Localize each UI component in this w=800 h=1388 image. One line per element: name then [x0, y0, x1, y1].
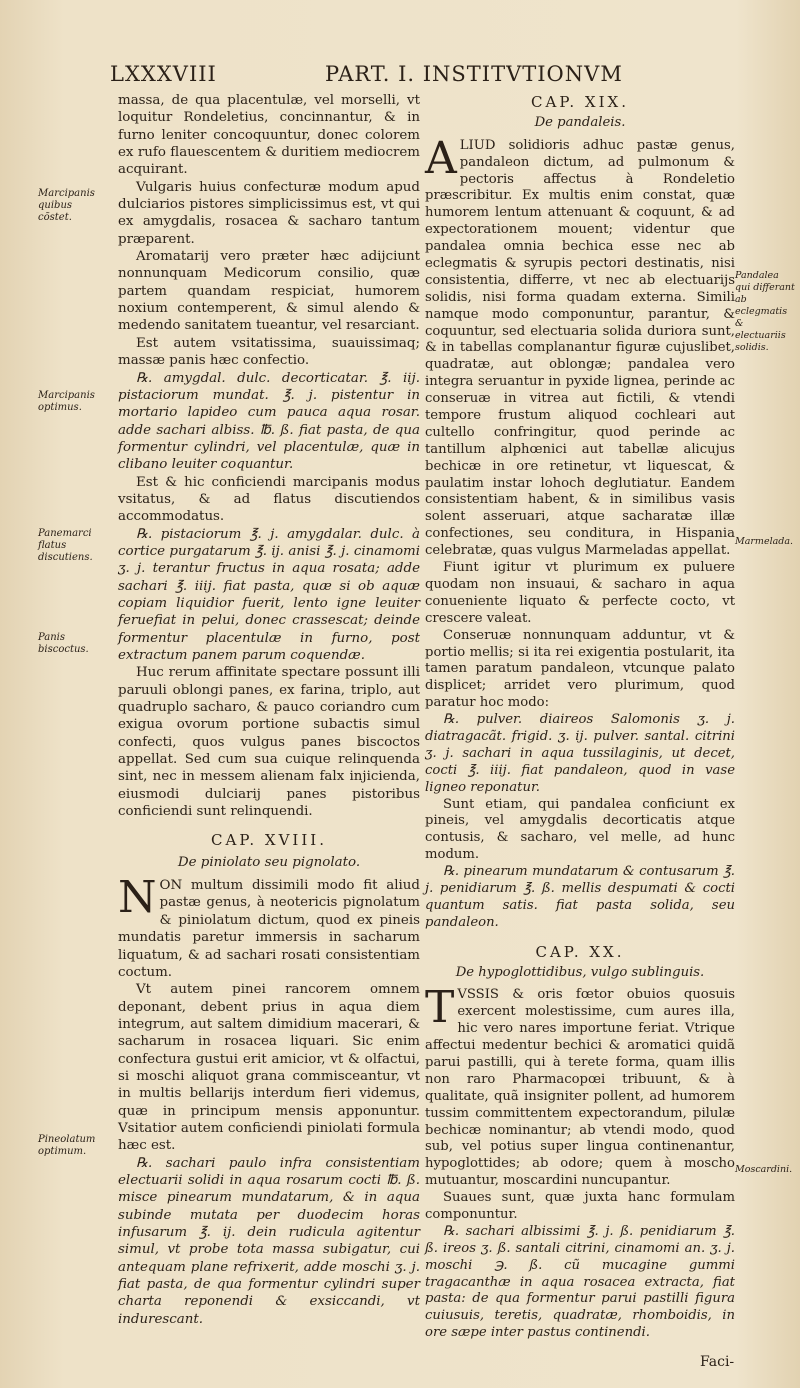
paragraph: Vulgaris huius confecturæ modum apud dulciarios pistores simplicissimus est, vt qui ex amygdalis, rosacea & sacharo tantum præparent.	[118, 179, 420, 247]
folio-number: LXXXVIII	[110, 62, 217, 86]
paragraph: Est autem vsitatissima, suauissimaq; massæ panis hæc confectio.	[118, 335, 420, 369]
recipe: ℞. pistaciorum ℥. j. amygdalar. dulc. à cortice purgatarum ℥. ij. anisi ℥. j. cinamomi ʒ. j. terantur fructus in aqua rosata; adde sachari ℥. iiij. fiat pasta, quæ si ob aquæ copiam liquidior fuerit, lento igne leuiter feruefiat in pelui, donec crassescat; deinde formentur placentulæ in furno, post extractum panem parum coquendæ.	[118, 526, 420, 663]
margin-note: Panis biscoctus.	[38, 632, 89, 655]
chapter-title: De hypoglottidibus, vulgo sublinguis.	[455, 964, 705, 980]
paragraph: Vt autem pinei rancorem omnem deponant, debent prius in aqua diem integrum, aut saltem dimidium macerari, & sacharum in rosacea liquari. Sic enim confectura gustui erit amicior, vt & olfactui, si moschi aliquot grana commisceantur, vt in multis bellarijs interdum fieri videmus, quæ in principum mensis apponuntur. Vsitatior autem conficiendi piniolati formula hæc est.	[118, 982, 420, 1154]
recipe: ℞. sachari albissimi ℥. j. ß. penidiarum ℥. ß. ireos ʒ. ß. santali citrini, cinamomi an. ʒ. j. moschi ℈. ß. cũ mucagine gummi tragacanthæ in aqua rosacea extracta, fiat pasta: de qua formentur parui pastilli figura cuiusuis, teretis, quadratæ, rhomboidis, in ore sæpe inter pastus continendi.	[425, 1223, 735, 1341]
right-column	[425, 92, 735, 1342]
paragraph-text: LIUD solidioris adhuc pastæ genus, pandaleon dictum, ad pulmonum & pectoris affectus à Rondeletio præscribitur. Ex multis enim constat, quæ humorem lentum attenuant & coquunt, & ad expectorationem mouent; videntur que pandalea omnia bechica esse nec ab eclegmatis & syrupis pectori destinatis, nisi consistentia, differre, vt nec ab electuarijs solidis, nisi forma quadam externa. Simili namque modo componuntur, parantur, & coquuntur, sed electuaria solida duriora sunt, & in tabellas complanantur figuræ cujuslibet, quadratæ, aut oblongæ; pandalea vero integra seruantur in pyxide lignea, perinde ac conseruæ in vitrea aut fictili, & vtendi tempore frustum aliquod cochleari aut cultello confringitur, quod perinde ac tantillum alphœnici aut tabellæ alicujus bechicæ in ore retinetur, vt liquescat, & paulatim instar lohoch deglutiatur. Eandem consistentiam habent, & in similibus vasis solent asseruari, atque sacharatæ illæ confectiones, seu conditura, in Hispania celebratæ, quas vulgus Marmeladas appellat.	[425, 137, 735, 559]
chapter-heading: CAP. XVIII.	[211, 831, 327, 850]
recipe: ℞. pulver. diaireos Salomonis ʒ. j. diatragacãt. frigid. ʒ. ij. pulver. santal. citrini ʒ. j. sachari in aqua tussilaginis, ut decet, cocti ℥. iiij. fiat pandaleon, quod in vase ligneo reponatur.	[425, 712, 735, 795]
margin-note: Panemarci flatus discutiens.	[38, 528, 93, 563]
paragraph: Fiunt igitur vt plurimum ex puluere quodam non insuaui, & sacharo in aqua conueniente liquato & perfecte cocto, vt crescere valeat.	[425, 560, 735, 626]
paragraph: Aromatarij vero præter hæc adijciunt nonnunquam Medicorum consilio, quæ partem quandam respiciat, humorem noxium contemperent, & simul alendo & medendo sanitatem tueantur, vel resarciant.	[118, 249, 420, 334]
paragraph: Conseruæ nonnunquam adduntur, vt & portio mellis; si ita rei exigentia postularit, ita tamen paratum pandaleon, vtcunque palato displicet; arridet vero plurimum, quod paratur hoc modo:	[425, 627, 735, 711]
paragraph	[425, 132, 735, 560]
catchword: Faci-	[700, 1354, 735, 1370]
margin-note: Marcipanis quibus cõstet.	[38, 188, 95, 223]
margin-note: Moscardini.	[735, 1164, 793, 1175]
left-column	[118, 92, 420, 1328]
paragraph: Est & hic conficiendi marcipanis modus vsitatus, & ad flatus discutiendos accommodatus.	[118, 474, 420, 525]
paragraph: Huc rerum affinitate spectare possunt illi paruuli oblongi panes, ex farina, triplo, aut quadruplo sacharo, & pauco coriandro cum exigua ovorum portione subactis simul confecti, quos vulgus panes biscoctos appellat. Sed cum sua cuique relinquenda sint, nec in messem alienam falx injicienda, eiusmodi dulciarij panes pistoribus conficiendi sunt relinquendi.	[118, 665, 420, 820]
margin-note: Pandalea qui differant ab eclegmatis & electuariis solidis.	[735, 270, 795, 353]
paragraph-text: VSSIS & oris fœtor obuios quosuis exercent molestissime, cum aures illa, hic vero nares importune feriat. Vtrique affectui medentur bechici & aromatici quidã parui pastilli, qui à terete forma, quam illis non raro Pharmacopœi tribuunt, & à qualitate, quã insigniter pollent, ad humorem tussim committentem expectorandum, pilulæ bechicæ nominantur; ab vtendi modo, quod sub, vel potius super lingua continenantur, hypoglottides; ab odore; quem à moscho mutuantur, moscardini nuncupantur.	[425, 987, 735, 1189]
chapter-title: De pandaleis.	[534, 114, 626, 130]
paragraph: Suaues sunt, quæ juxta hanc formulam componuntur.	[425, 1190, 735, 1222]
paragraph: Sunt etiam, qui pandalea conficiunt ex pineis, vel amygdalis decorticatis atque contusis, & sacharo, vel melle, ad hunc modum.	[425, 796, 735, 863]
paragraph	[118, 872, 420, 981]
recipe: ℞. amygdal. dulc. decorticatar. ℥. iij. pistaciorum mundat. ℥. j. pistentur in mortario lapideo cum pauca aqua rosar. adde sachari albiss. ℔. ß. fiat pasta, de qua formentur cylindri, vel placentulæ, quæ in clibano leuiter coquantur.	[118, 370, 420, 473]
paragraph-text: ON multum dissimili modo fit aliud pastæ genus, à neotericis pignolatum & piniolatum dictum, quod ex pineis mundatis paretur immersis in sacharum liquatum, & ad sachari rosati consistentiam coctum.	[118, 878, 420, 980]
chapter-heading: CAP. XX.	[535, 942, 625, 961]
paragraph	[425, 982, 735, 1190]
running-title: PART. I. INSTITVTIONVM	[325, 62, 623, 86]
drop-cap: N	[118, 872, 157, 924]
recipe: ℞. pinearum mundatarum & contusarum ℥. j. penidiarum ℥. ß. mellis despumati & cocti quantum satis. fiat pasta solida, seu pandaleon.	[425, 864, 735, 930]
margin-note: Marmelada.	[735, 536, 794, 547]
page-header	[110, 62, 690, 92]
paragraph: massa, de qua placentulæ, vel morselli, vt loquitur Rondeletius, concinnantur, & in furno leniter concoquuntur, donec colorem ex rufo flauescentem & duritiem mediocrem acquirant.	[118, 93, 420, 178]
recipe: ℞. sachari paulo infra consistentiam electuarii solidi in aqua rosarum cocti ℔. ß. misce pinearum mundatarum, & in aqua subinde mutata per duodecim horas infusarum ℥. ij. dein rudicula agitentur simul, vt probe tota massa subigatur, cui antequam plane refrixerit, adde moschi ʒ. j. fiat pasta, de qua formentur cylindri super charta reponendi & exsiccandi, vt indurescant.	[118, 1155, 420, 1327]
margin-note: Marcipanis optimus.	[38, 390, 95, 413]
drop-cap: A	[425, 132, 457, 184]
chapter-heading: CAP. XIX.	[531, 93, 629, 111]
chapter-title: De piniolato seu pignolato.	[177, 854, 361, 870]
drop-cap: T	[425, 982, 455, 1034]
margin-note: Pineolatum optimum.	[38, 1134, 96, 1157]
